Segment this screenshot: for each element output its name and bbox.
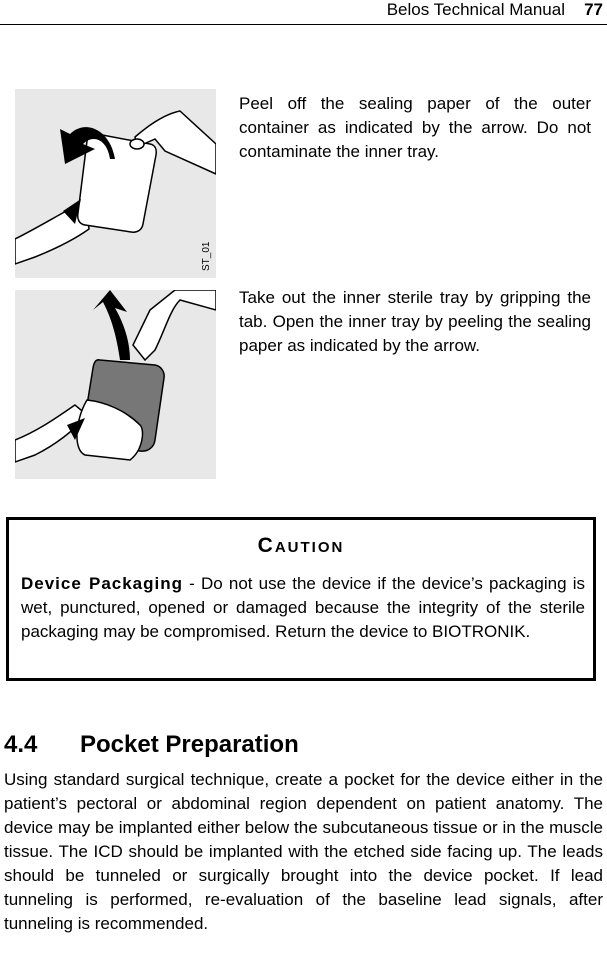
caution-box — [6, 517, 596, 681]
page-number: 77 — [584, 0, 603, 19]
step-1-illustration — [15, 89, 216, 278]
step-2-illustration — [15, 290, 216, 479]
step-2-text: Take out the inner sterile tray by gripping the tab. Open the inner tray by peeling the sealing paper as indicated by the arrow. — [239, 288, 591, 355]
caution-body — [21, 572, 585, 644]
section-heading — [4, 730, 299, 760]
caution-title: Caution — [257, 534, 345, 557]
manual-title: Belos Technical Manual — [386, 0, 565, 19]
section-number: 4.4 — [4, 731, 38, 758]
step-1-text: Peel off the sealing paper of the outer container as indicated by the arrow. Do not contaminate the inner tray. — [239, 94, 591, 161]
section-body: Using standard surgical technique, create a pocket for the device either in the patient’s pectoral or abdominal region dependent on patient anatomy. The device may be implanted either below the subcutaneous tissue or in the muscle tissue. The ICD should be implanted with the etched side facing up. The leads should be tunneled or surgically brought into the device pocket. If lead tunneling is performed, re-evaluation of the baseline lead signals, after tunneling is recommended. — [4, 770, 603, 933]
caution-lead: Device Packaging — [21, 574, 184, 593]
figure-label: ST_01 — [201, 241, 212, 271]
section-title: Pocket Preparation — [80, 731, 299, 758]
caution-text: - Do not use the device if the device’s packaging is wet, punctured, opened or damaged because the integrity of the sterile packaging may be compromised. Return the device to BIOTRONIK. — [21, 574, 585, 641]
page-header — [0, 0, 607, 25]
